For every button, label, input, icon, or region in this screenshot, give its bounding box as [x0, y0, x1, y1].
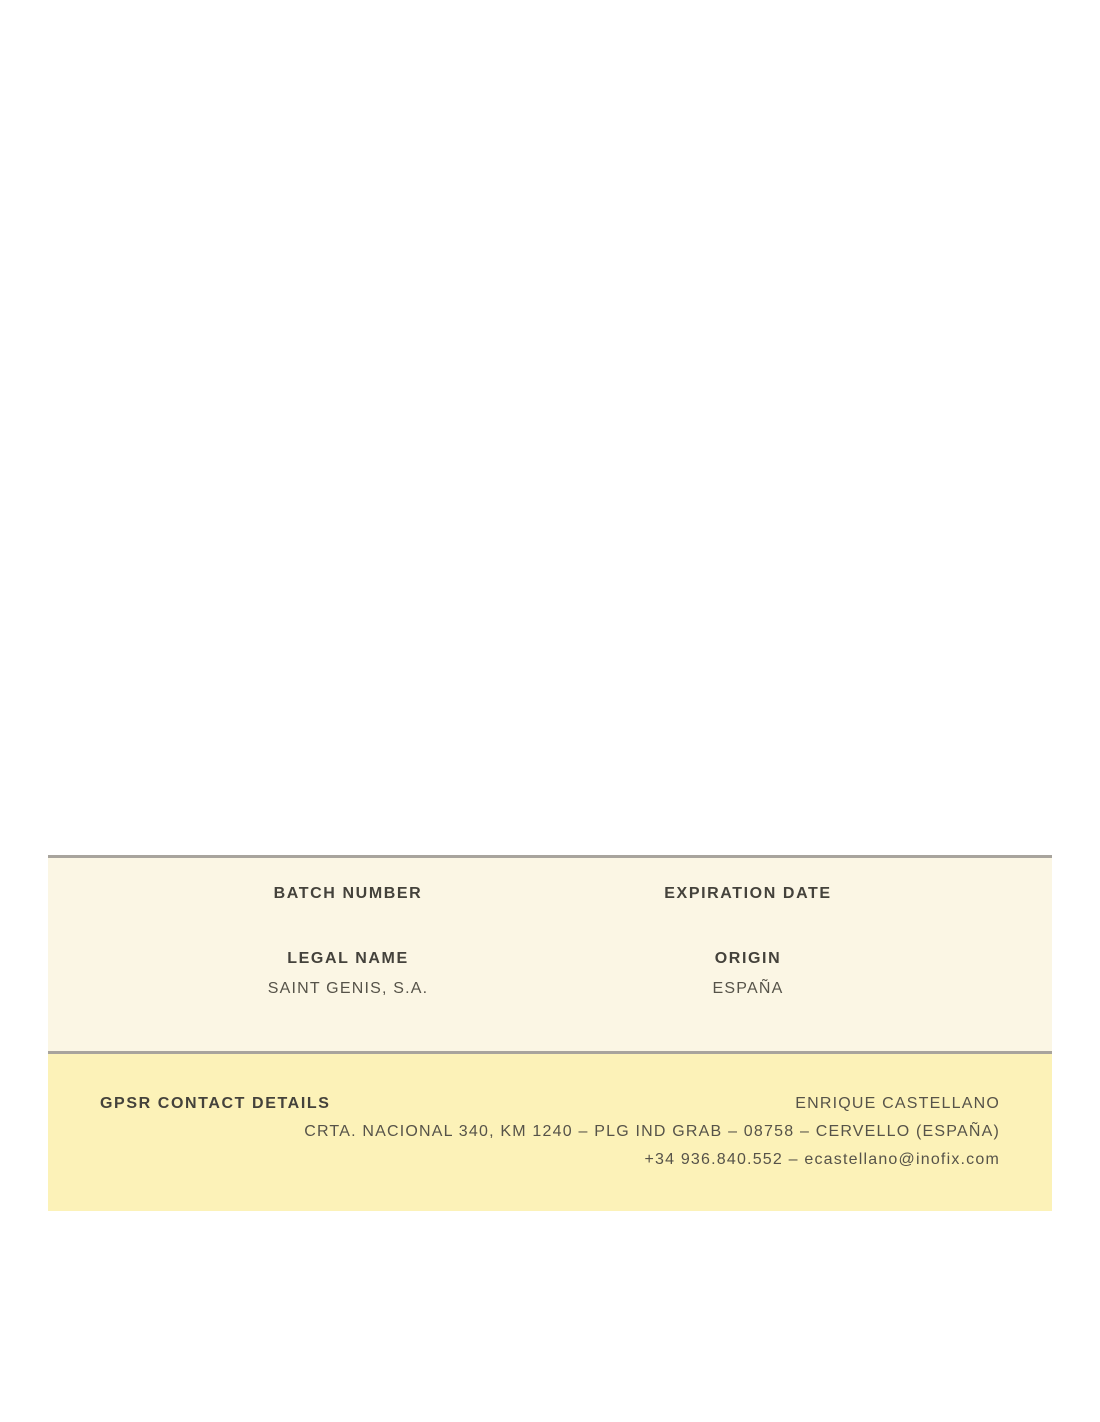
product-info-band	[48, 858, 1052, 1051]
batch-expiration-row	[148, 885, 952, 933]
origin-value: ESPAÑA	[712, 980, 784, 997]
expiration-date-value	[548, 915, 948, 933]
gpsr-phone-email: +34 936.840.552 – ecastellano@inofix.com	[644, 1151, 1000, 1168]
gpsr-title: GPSR CONTACT DETAILS	[100, 1095, 331, 1112]
gpsr-header-row	[100, 1095, 1000, 1113]
gpsr-contact-band	[48, 1054, 1052, 1211]
batch-number-label: BATCH NUMBER	[273, 885, 423, 902]
gpsr-address: CRTA. NACIONAL 340, KM 1240 – PLG IND GRAB – 08758 – CERVELLO (ESPAÑA)	[304, 1123, 1000, 1140]
legal-name-label: LEGAL NAME	[287, 950, 409, 967]
origin-label: ORIGIN	[714, 950, 782, 967]
batch-number-value	[148, 915, 548, 933]
legal-origin-row	[148, 950, 952, 998]
product-label-sheet	[48, 855, 1052, 1211]
legal-name-value: SAINT GENIS, S.A.	[267, 980, 429, 997]
batch-number-field	[148, 885, 548, 933]
origin-field	[548, 950, 948, 998]
legal-name-field	[148, 950, 548, 998]
gpsr-contact-name: ENRIQUE CASTELLANO	[795, 1095, 1000, 1112]
expiration-date-field	[548, 885, 948, 933]
expiration-date-label: EXPIRATION DATE	[664, 885, 832, 902]
